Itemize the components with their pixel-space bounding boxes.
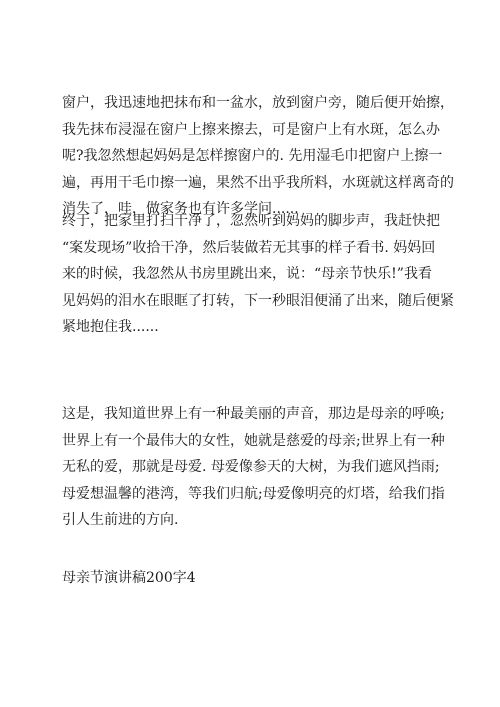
text-line: 引人生前进的方向.	[62, 512, 179, 528]
text-line: 紧地抱住我......	[62, 319, 159, 335]
text-line: 来的时候，我忽然从书房里跳出来，说：“母亲节快乐!”我看	[62, 266, 432, 282]
text-line: 终于，把家里打扫干净了，忽然听到妈妈的脚步声，我赶快把	[62, 213, 440, 229]
section-title: 母亲节演讲稿200字4	[62, 570, 196, 586]
text-line: 见妈妈的泪水在眼眶了打转，下一秒眼泪便涌了出来，随后便紧	[62, 292, 454, 309]
paragraph-2	[62, 208, 454, 341]
text-line: 无私的爱，那就是母爱. 母爱像参天的大树，为我们遮风挡雨;	[62, 459, 440, 475]
paragraph-3	[62, 401, 445, 534]
text-line: 母爱想温馨的港湾，等我们归航;母爱像明亮的灯塔，给我们指	[62, 485, 445, 502]
text-line: 我先抹布浸湿在窗户上擦来擦去，可是窗户上有水斑，怎么办	[62, 121, 440, 138]
text-line: 世界上有一个最伟大的女性，她就是慈爱的母亲;世界上有一种	[62, 432, 445, 449]
text-line: 呢?我忽然想起妈妈是怎样擦窗户的. 先用湿毛巾把窗户上擦一	[62, 148, 443, 164]
text-line: 遍，再用干毛巾擦一遍，果然不出乎我所料，水斑就这样离奇的	[62, 174, 454, 191]
paragraph-1	[62, 90, 454, 223]
text-line: 这是，我知道世界上有一种最美丽的声音，那边是母亲的呼唤;	[62, 406, 445, 422]
text-line: “案发现场”收拾干净，然后装做若无其事的样子看书. 妈妈回	[62, 239, 436, 256]
text-line: 消失了，哇，做家务也有许多学问......	[62, 201, 299, 217]
text-line: 窗户，我迅速地把抹布和一盆水，放到窗户旁，随后便开始擦，	[62, 95, 454, 111]
